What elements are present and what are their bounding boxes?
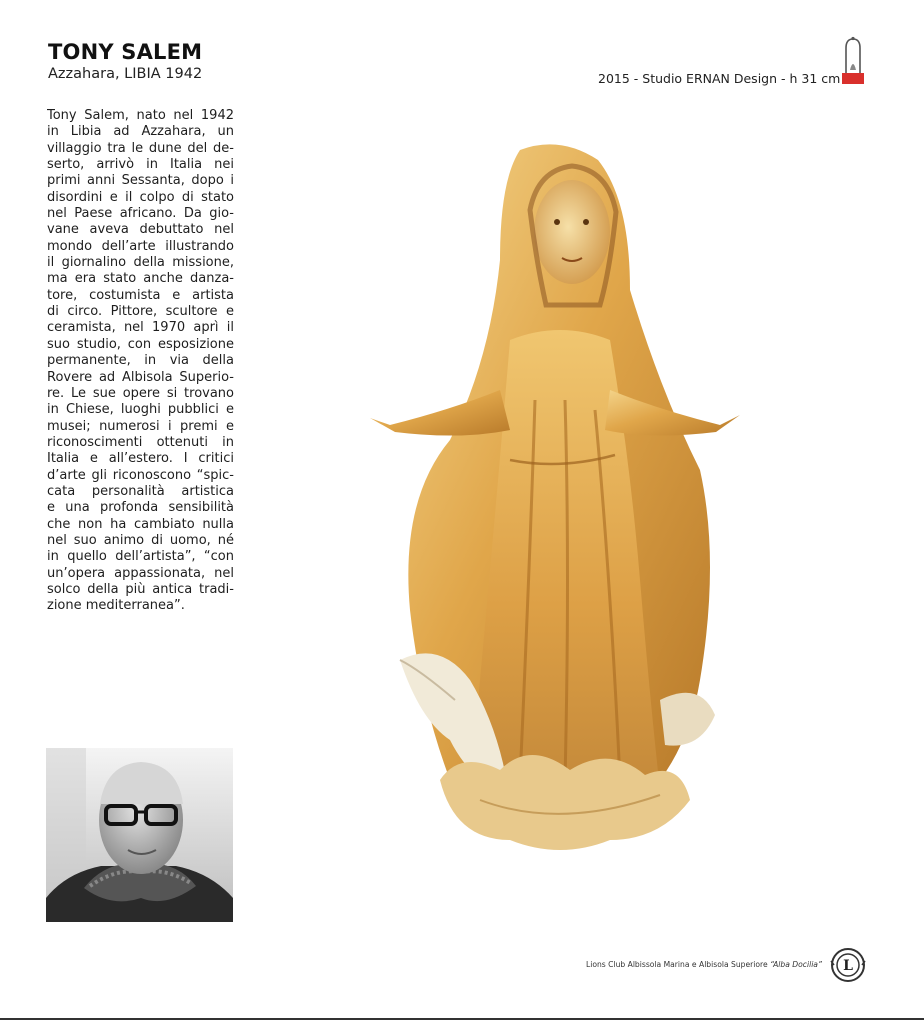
artist-biography	[47, 108, 234, 615]
bottom-rule	[0, 1018, 924, 1020]
bio-line: solco della più antica tradi-	[47, 581, 234, 597]
bio-line: ceramista, nel 1970 aprì il	[47, 320, 234, 336]
bio-line: vane aveva debuttato nel	[47, 222, 234, 238]
footer-club-text	[586, 960, 822, 969]
bell-jar-logo-icon	[840, 36, 866, 86]
bio-line: zione mediterranea”.	[47, 598, 185, 614]
artist-portrait-photo	[46, 748, 233, 922]
bio-line: disordini e il colpo di stato	[47, 189, 234, 205]
bio-line: in Libia ad Azzahara, un	[47, 124, 234, 140]
bio-line: nel suo animo di uomo, né	[47, 532, 234, 548]
bio-line: cata personalità artistica	[47, 483, 234, 499]
bio-line: suo studio, con esposizione	[47, 336, 234, 352]
club-motto: “Alba Docilia”	[770, 960, 822, 969]
bio-line: nel Paese africano. Da gio-	[47, 206, 234, 222]
bio-line: villaggio tra le dune del de-	[47, 140, 234, 156]
lions-club-emblem-icon	[830, 947, 866, 983]
ceramic-madonna-statue-photo	[360, 140, 745, 870]
bio-line: il giornalino della missione,	[47, 255, 234, 271]
bio-line: riconoscimenti ottenuti in	[47, 434, 234, 450]
artwork-info: 2015 - Studio ERNAN Design - h 31 cm	[598, 71, 841, 86]
bio-line: di circo. Pittore, scultore e	[47, 304, 234, 320]
bio-line: re. Le sue opere si trovano	[47, 385, 234, 401]
bio-line: Rovere ad Albisola Superio-	[47, 369, 234, 385]
bio-line: tore, costumista e artista	[47, 287, 234, 303]
svg-text:L: L	[843, 958, 853, 974]
bio-line: e una profonda sensibilità	[47, 500, 234, 516]
bio-line: musei; numerosi i premi e	[47, 418, 234, 434]
bio-line: ma era stato anche danza-	[47, 271, 234, 287]
bio-line: mondo dell’arte illustrando	[47, 238, 234, 254]
bio-line: serto, arrivò in Italia nei	[47, 157, 234, 173]
artist-origin: Azzahara, LIBIA 1942	[48, 66, 203, 82]
artist-name: TONY SALEM	[48, 40, 203, 64]
bio-line: in Chiese, luoghi pubblici e	[47, 402, 234, 418]
bio-line: che non ha cambiato nulla	[47, 516, 234, 532]
bio-line: d’arte gli riconoscono “spic-	[47, 467, 234, 483]
bio-line: Tony Salem, nato nel 1942	[47, 108, 234, 123]
bio-line: permanente, in via della	[47, 353, 234, 369]
club-name: Lions Club Albissola Marina e Albisola Superiore	[586, 960, 768, 969]
bio-line: in quello dell’artista”, “con	[47, 549, 234, 565]
bio-line: un’opera appassionata, nel	[47, 565, 234, 581]
bio-line: primi anni Sessanta, dopo i	[47, 173, 234, 189]
bio-line: Italia e all’estero. I critici	[47, 451, 234, 467]
